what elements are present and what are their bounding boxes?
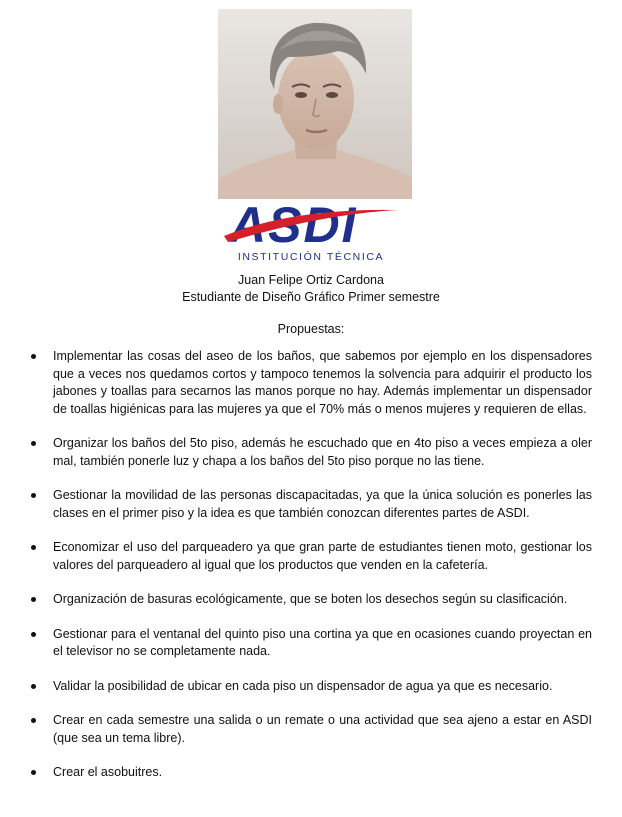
list-item	[0, 348, 622, 418]
bullet-icon	[31, 718, 36, 723]
bullet-icon	[31, 770, 36, 775]
proposals-title: Propuestas:	[277, 322, 345, 336]
candidate-name: Juan Felipe Ortiz Cardona	[238, 273, 384, 287]
list-item	[0, 591, 622, 609]
portrait-image	[218, 9, 412, 199]
proposal-text: Implementar las cosas del aseo de los baños, que sabemos por ejemplo en los dispensadores que a veces nos quedamos cortos y tampoco tenemos la solvencia para adquirir el producto los jabones y toallas para secarnos las manos porque no hay. Además implementar un dispensador de toallas higiénicas para las mujeres ya que el 70% más o menos mujeres y requieren de ellas.	[53, 349, 592, 416]
bullet-icon	[31, 441, 36, 446]
logo-brand-text: ASDI	[230, 197, 358, 253]
bullet-icon	[31, 545, 36, 550]
proposal-text: Organización de basuras ecológicamente, que se boten los desechos según su clasificación.	[53, 592, 568, 606]
list-item	[0, 539, 622, 574]
logo-subtitle: INSTITUCIÓN TÉCNICA	[237, 251, 385, 263]
proposal-text: Validar la posibilidad de ubicar en cada piso un dispensador de agua ya que es necesario.	[53, 678, 553, 693]
asdi-logo	[222, 196, 400, 264]
list-item	[0, 712, 622, 747]
list-item	[0, 435, 622, 470]
candidate-role: Estudiante de Diseño Gráfico Primer semestre	[182, 290, 440, 304]
proposal-text: Crear en cada semestre una salida o un remate o una actividad que sea ajeno a estar en ASDI (que sea un tema libre).	[53, 713, 592, 745]
candidate-photo	[218, 9, 412, 199]
bullet-icon	[31, 493, 36, 498]
proposals-list	[0, 348, 622, 782]
bullet-icon	[31, 354, 36, 359]
proposal-text: Gestionar para el ventanal del quinto piso una cortina ya que en ocasiones cuando proyectan en el televisor no se completamente nada.	[53, 626, 592, 658]
proposal-text: Gestionar la movilidad de las personas discapacitadas, ya que la única solución es ponerles las clases en el primer piso y la idea es que también conozcan diferentes partes de ASDI.	[53, 488, 592, 520]
bullet-icon	[31, 632, 36, 637]
list-item	[0, 678, 622, 696]
proposal-text: Crear el asobuitres.	[53, 765, 163, 779]
list-item	[0, 764, 622, 782]
list-item	[0, 626, 622, 661]
list-item	[0, 487, 622, 522]
bullet-icon	[31, 684, 36, 689]
proposal-text: Organizar los baños del 5to piso, además he escuchado que en 4to piso a veces empieza a oler mal, también ponerle luz y chapa a los baños del 5to piso porque no las tiene.	[53, 436, 592, 468]
bullet-icon	[31, 597, 36, 602]
proposal-text: Economizar el uso del parqueadero ya que gran parte de estudiantes tienen moto, gestionar los valores del parqueadero al igual que los productos que venden en la cafetería.	[53, 540, 592, 572]
